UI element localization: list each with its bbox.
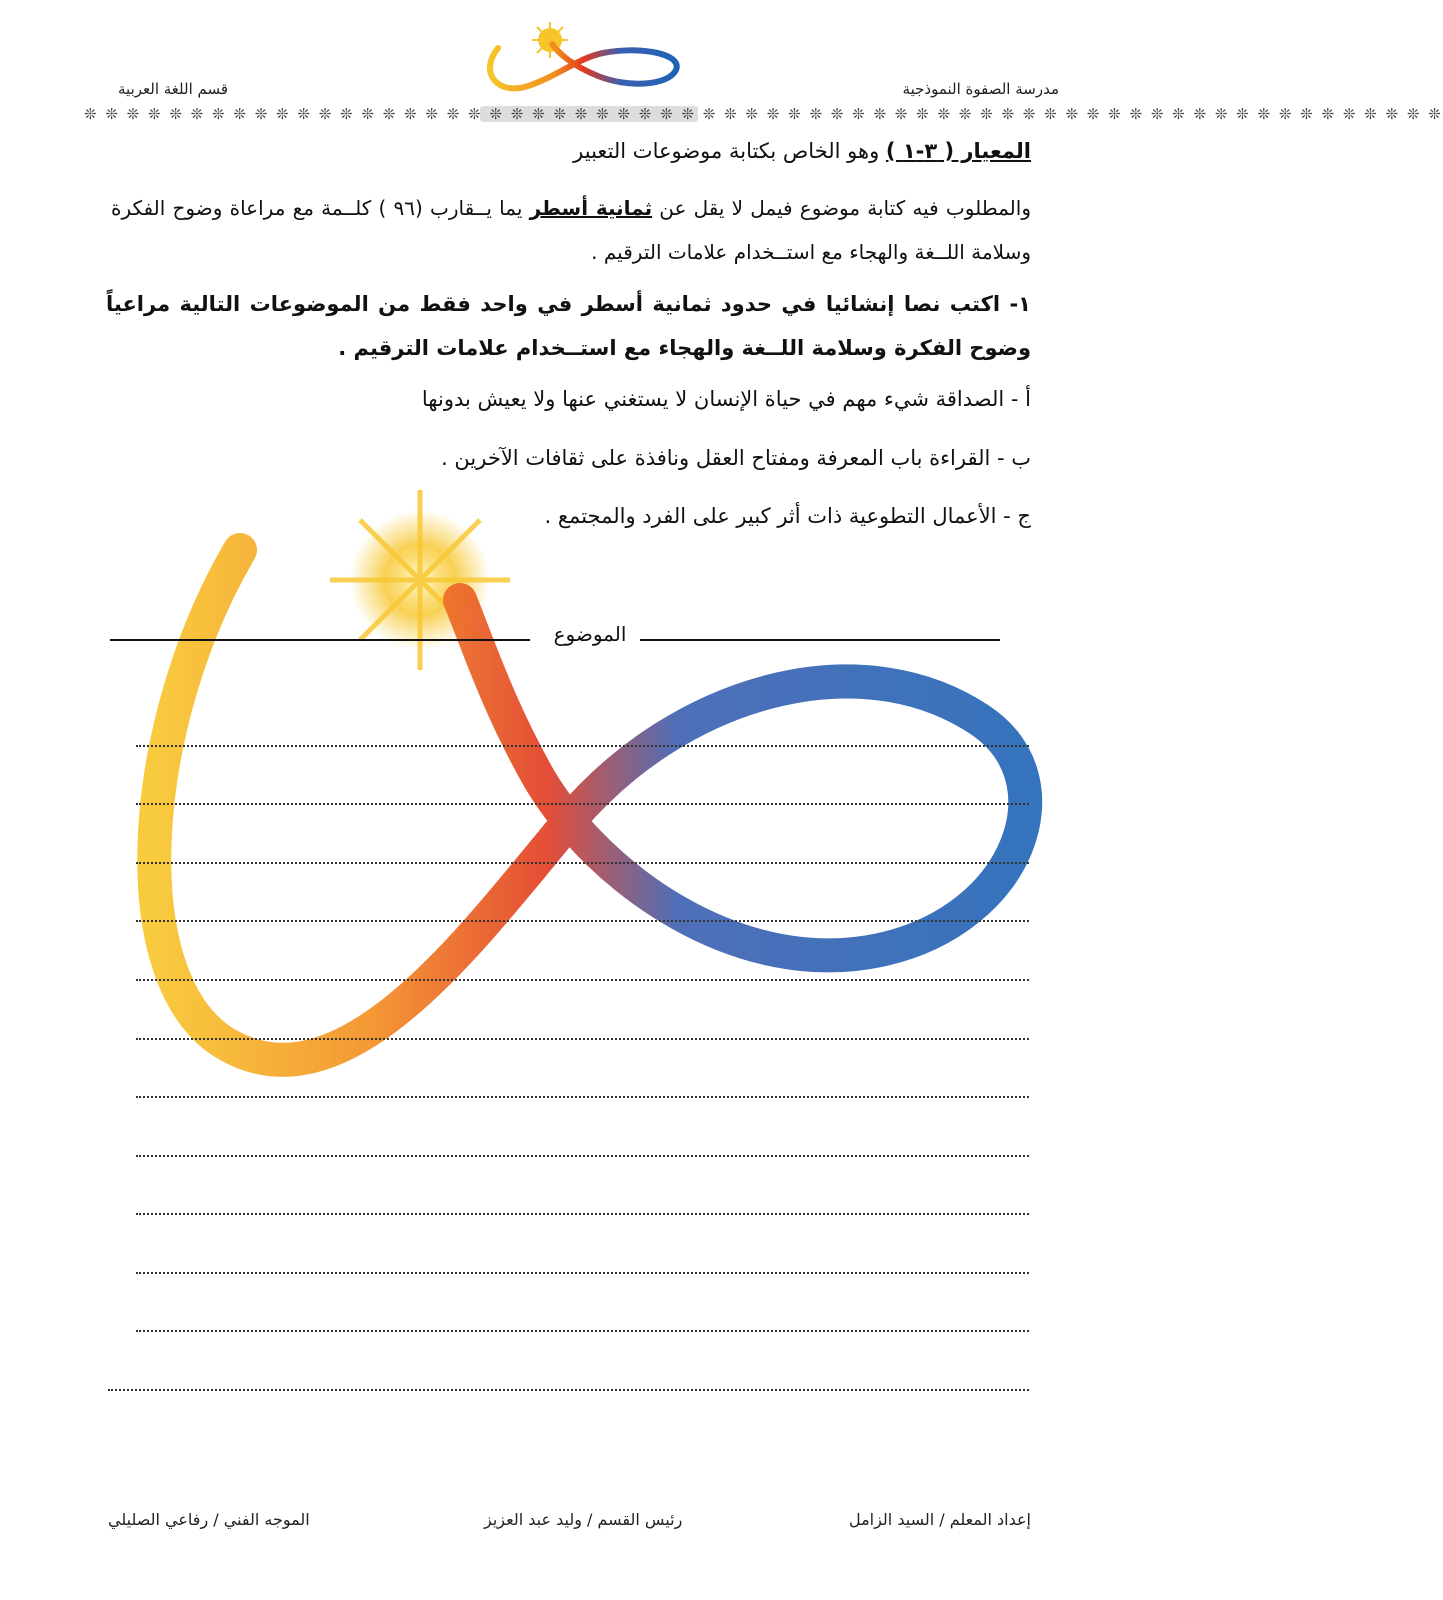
standard-label: المعيار ( ٣-١ ) (885, 139, 1031, 163)
writing-line[interactable] (108, 1389, 1029, 1391)
standard-description: وهو الخاص بكتابة موضوعات التعبير (573, 139, 886, 163)
writing-line[interactable] (136, 1213, 1029, 1215)
topic-underline-left (110, 639, 530, 641)
school-name: مدرسة الصفوة النموذجية (902, 80, 1059, 98)
writing-line[interactable] (136, 1038, 1029, 1040)
topic-option-a: أ - الصداقة شيء مهم في حياة الإنسان لا يستغني عنها ولا يعيش بدونها (421, 387, 1031, 411)
topic-label: الموضوع (553, 622, 627, 646)
writing-line[interactable] (136, 1155, 1029, 1157)
footer-department-head: رئيس القسم / وليد عبد العزيز (484, 1510, 683, 1529)
topic-heading-row (110, 622, 1000, 652)
writing-line[interactable] (136, 1272, 1029, 1274)
writing-line[interactable] (136, 979, 1029, 981)
standard-statement (331, 135, 1031, 167)
requirement-paragraph (111, 186, 1031, 274)
requirement-text-2: يما يــقارب (٩٦ ) كلــمة مع مراعاة وضوح الفكرة وسلامة اللــغة والهجاء مع استــخدام علامات الترقيم . (111, 196, 1031, 264)
infinity-logo-watermark (120, 520, 1050, 1170)
writing-line[interactable] (136, 920, 1029, 922)
infinity-logo (478, 18, 698, 98)
topic-option-b: ب - القراءة باب المعرفة ومفتاح العقل ونافذة على ثقافات الآخرين . (441, 446, 1031, 470)
department-name: قسم اللغة العربية (118, 80, 229, 98)
topic-underline-right (640, 639, 1000, 641)
stars-divider: ❊ ❊ ❊ ❊ ❊ ❊ ❊ ❊ ❊ ❊ ❊ ❊ ❊ ❊ ❊ ❊ ❊ ❊ ❊ ❊ ❊ ❊ ❊ ❊ ❊ ❊ ❊ ❊ ❊ ❊ ❊ ❊ ❊ ❊ ❊ ❊ ❊ ❊ ❊ ❊ ❊ ❊ ❊ ❊ ❊ ❊ ❊ ❊ ❊ ❊ ❊ ❊ ❊ ❊ ❊ ❊ ❊ ❊ ❊ ❊ ❊ ❊ ❊ ❊ (84, 105, 1443, 123)
footer-supervisor: الموجه الفني / رفاعي الصليلي (108, 1510, 310, 1529)
task-instruction: ١- اكتب نصا إنشائيا في حدود ثمانية أسطر في واحد فقط من الموضوعات التالية مراعياً وضوح الفكرة وسلامة اللــغة والهجاء مع استــخدام علامات الترقيم . (106, 292, 1031, 360)
writing-line[interactable] (136, 745, 1029, 747)
writing-line[interactable] (136, 803, 1029, 805)
writing-line[interactable] (136, 1330, 1029, 1332)
requirement-emphasis: ثمانية أسطر (529, 196, 653, 220)
writing-line[interactable] (136, 862, 1029, 864)
footer-prepared-by: إعداد المعلم / السيد الزامل (848, 1510, 1031, 1529)
writing-line[interactable] (136, 1096, 1029, 1098)
topic-option-c: ج - الأعمال التطوعية ذات أثر كبير على الفرد والمجتمع . (544, 504, 1031, 528)
requirement-text-1: والمطلوب فيه كتابة موضوع فيمل لا يقل عن (652, 196, 1031, 220)
